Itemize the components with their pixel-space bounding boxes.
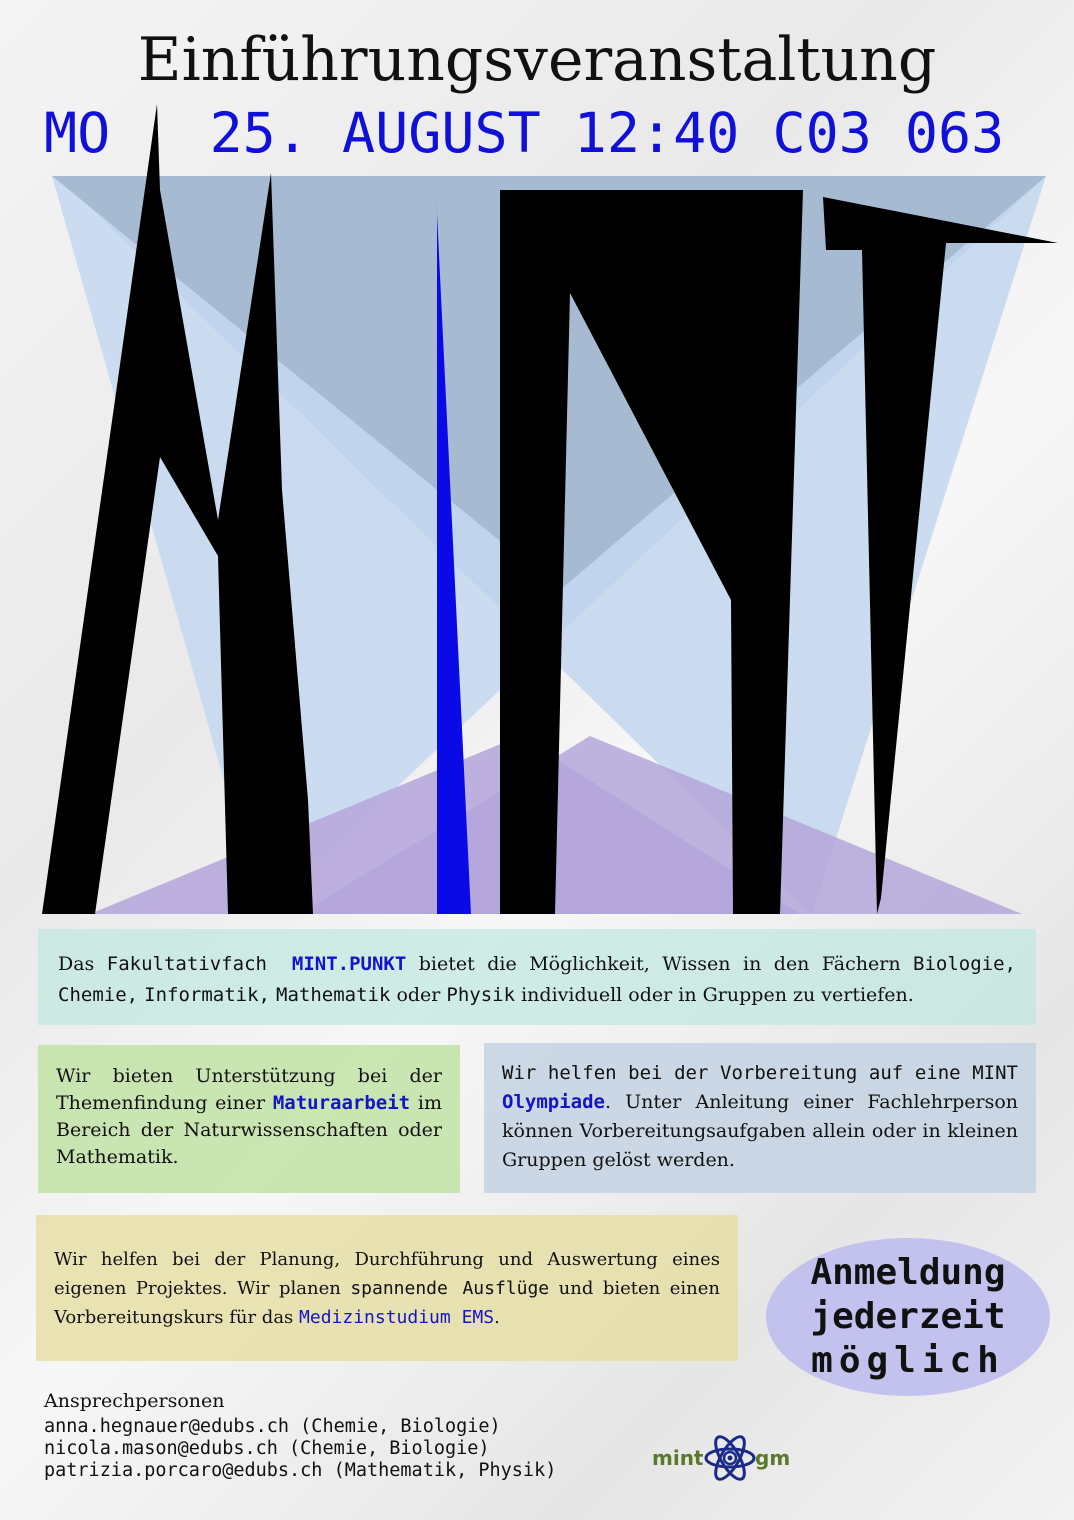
- signup-badge: [766, 1238, 1050, 1396]
- intro-text-pre: Das: [58, 953, 107, 975]
- contact-person[interactable]: patrizia.porcaro@edubs.ch (Mathematik, Physik): [44, 1460, 557, 1481]
- logo-text-gm: gm: [755, 1446, 791, 1470]
- olympiade-box: [484, 1043, 1036, 1193]
- intro-subject-bio: Biologie,: [913, 953, 1016, 975]
- intro-highlight-mint-punkt: MINT.PUNKT: [291, 953, 407, 975]
- projekte-text-post: .: [494, 1307, 500, 1328]
- logo-text-mint: mint: [652, 1446, 704, 1470]
- atom-icon: [702, 1430, 758, 1486]
- intro-text-fak: Fakultativfach: [106, 953, 267, 975]
- projekte-mono-ausfluege: spannende Ausflüge: [350, 1278, 550, 1299]
- intro-subject-chem: Chemie,: [58, 984, 139, 1006]
- contact-person[interactable]: anna.hegnauer@edubs.ch (Chemie, Biologie): [44, 1416, 501, 1437]
- contacts-list: [44, 1416, 556, 1482]
- signup-line-1: Anmeldung: [810, 1252, 1006, 1293]
- maturaarbeit-box: [38, 1045, 460, 1193]
- signup-line-3: möglich: [811, 1340, 1005, 1381]
- contact-person[interactable]: nicola.mason@edubs.ch (Chemie, Biologie): [44, 1438, 490, 1459]
- projekte-box: [36, 1215, 738, 1361]
- projekte-text-pre: Wir helfen bei der Planung, Durchführung und Auswertung eines eigenen Projektes. Wir planen: [54, 1249, 720, 1299]
- maturaarbeit-text-post: im Bereich der Naturwissenschaften oder Mathematik.: [56, 1092, 442, 1168]
- maturaarbeit-highlight: Maturaarbeit: [272, 1092, 411, 1114]
- mint-gm-logo: [652, 1430, 792, 1486]
- signup-line-2: jederzeit: [810, 1296, 1006, 1337]
- intro-subject-inf: Informatik,: [144, 984, 270, 1006]
- maturaarbeit-text-pre: Wir bieten Unterstützung bei der Themenfindung einer: [56, 1065, 442, 1114]
- intro-box: [38, 929, 1036, 1025]
- olympiade-highlight: Olympiade: [502, 1091, 605, 1113]
- intro-text-post2: individuell oder in Gruppen zu vertiefen.: [515, 984, 914, 1006]
- olympiade-text-pre: Wir helfen bei der Vorbereitung auf eine MINT: [502, 1062, 1018, 1084]
- projekte-highlight-ems: Medizinstudium EMS: [299, 1307, 495, 1328]
- intro-subject-phys: Physik: [446, 984, 516, 1006]
- intro-text-post1: bietet die Möglichkeit, Wissen in den Fächern: [406, 953, 914, 975]
- event-date-location: MO 25. AUGUST 12:40 C03 063: [44, 101, 1005, 165]
- contacts-heading: Ansprechpersonen: [44, 1390, 225, 1412]
- olympiade-text-post: . Unter Anleitung einer Fachlehrperson können Vorbereitungsaufgaben allein oder in kleinen Gruppen gelöst werden.: [502, 1091, 1018, 1171]
- intro-text-oder: oder: [390, 984, 447, 1006]
- intro-subject-math: Mathematik: [276, 984, 391, 1006]
- page-title: Einführungsveranstaltung: [137, 25, 937, 95]
- projekte-text-mid: und bieten einen Vorbereitungskurs für das: [54, 1278, 720, 1328]
